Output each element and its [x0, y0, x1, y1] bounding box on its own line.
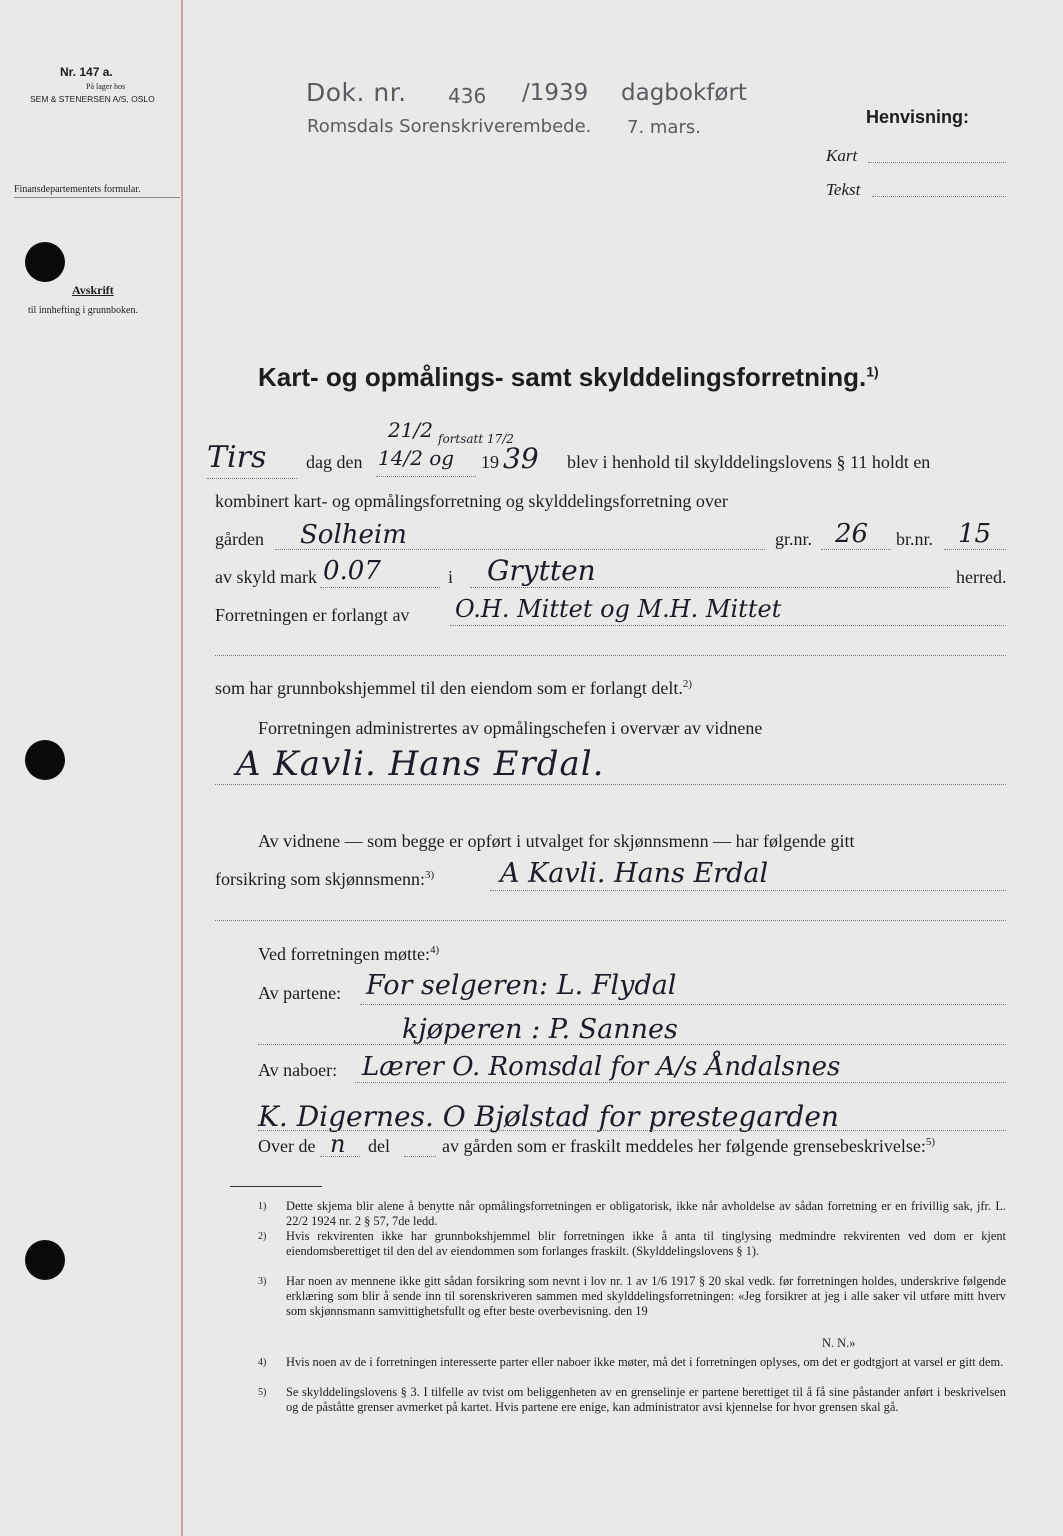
weekday-handwritten: Tirs: [207, 440, 267, 475]
date-correction-handwritten: 21/2: [388, 418, 433, 442]
date-fill-line: [376, 476, 476, 477]
title-text: Kart- og opmålings- samt skylddelingsforretning.: [258, 362, 867, 392]
herred-fill-line: [470, 587, 950, 588]
del-fill-line: [404, 1156, 436, 1157]
date-handwritten: 14/2 og: [378, 446, 455, 470]
farm-name-handwritten: Solheim: [300, 520, 407, 550]
tekst-fill-line[interactable]: [872, 196, 1006, 197]
skyld-handwritten: 0.07: [323, 556, 381, 586]
grnr-label: gr.nr.: [775, 529, 813, 549]
publisher-line1: På lager hos: [86, 82, 126, 91]
margin-divider: [14, 197, 180, 198]
mott-label: [258, 944, 439, 965]
title-footnote-ref: 1): [866, 363, 879, 380]
year-handwritten: 39: [503, 442, 539, 475]
requester-fill-line-2: [215, 655, 1006, 656]
brnr-handwritten: 15: [958, 519, 992, 549]
over-handwritten: n: [330, 1130, 346, 1158]
document-title: [258, 362, 879, 393]
line16-text: [442, 1136, 935, 1157]
dok-number: 436: [448, 84, 487, 108]
dag-den-label: dag den: [306, 452, 363, 472]
punch-hole: [25, 1240, 65, 1280]
forsikring-footnote-ref: 3): [425, 869, 435, 881]
publisher-line2: SEM & STENERSEN A/S, OSLO: [30, 94, 155, 104]
brnr-fill-line: [944, 549, 1006, 550]
line1-text: blev i henhold til skylddelingslovens § 11 holdt en: [567, 452, 931, 472]
weekday-fill-line: [207, 478, 297, 479]
footnote-4: Hvis noen av de i forretningen interesserte parter eller naboer ikke møter, må det i forretningen oplyses, om det er godtgjort at varsel er gitt dem.: [286, 1355, 1004, 1369]
year-prefix: 19: [481, 452, 499, 472]
herred-label: herred.: [956, 567, 1007, 587]
neighbours-handwritten: Lærer O. Romsdal for A/s Åndalsnes: [362, 1052, 841, 1082]
forsikring-label-text: forsikring som skjønnsmenn:: [215, 869, 425, 889]
footnote-5-number: 5): [258, 1387, 267, 1398]
skjonnsmenn-handwritten: A Kavli. Hans Erdal: [500, 858, 769, 889]
footnote-2: Hvis rekvirenten ikke har grunnbokshjemmel blir forretningen ikke å anta til tinglysing medmindre rekvirenten ved dom er kjent eiendomsberettiget til den del av eiendommen som forlanges fraskilt. (Skylddelingslovens § 1).: [286, 1229, 1006, 1258]
dagbokfort-label: dagbokført: [621, 80, 747, 106]
naboer-label: Av naboer:: [258, 1060, 338, 1080]
garden-label: gården: [215, 529, 264, 549]
witnesses-fill-line: [215, 784, 1006, 785]
avskrift-sub: til innhefting i grunnboken.: [28, 305, 138, 316]
witnesses-handwritten: A Kavli. Hans Erdal.: [236, 744, 605, 784]
line2-text: kombinert kart- og opmålingsforretning og skylddelingsforretning over: [215, 491, 728, 511]
line16-body: av gården som er fraskilt meddeles her følgende grensebeskrivelse:: [442, 1136, 926, 1156]
forlangt-label: Forretningen er forlangt av: [215, 605, 410, 625]
partene-label: Av partene:: [258, 983, 342, 1003]
grnr-handwritten: 26: [835, 519, 869, 549]
kart-label: Kart: [826, 146, 858, 165]
footnote-separator: [230, 1186, 322, 1187]
footnote-4-number: 4): [258, 1357, 267, 1368]
dok-label: Dok. nr.: [306, 78, 407, 107]
office-name: Romsdals Sorenskriverembede.: [307, 116, 592, 137]
neighbours-fill-line: [355, 1082, 1006, 1083]
margin-rule: [181, 0, 183, 1536]
kart-fill-line[interactable]: [868, 162, 1006, 163]
mott-label-text: Ved forretningen møtte:: [258, 944, 430, 964]
footnote-3-signature: N. N.»: [822, 1336, 856, 1350]
department-label: Finansdepartementets formular.: [14, 184, 141, 195]
footnote-3-number: 3): [258, 1276, 267, 1287]
footnote-2-number: 2): [258, 1231, 267, 1242]
date-continued-handwritten: fortsatt 17/2: [438, 432, 514, 446]
parties-fill-line: [360, 1004, 1006, 1005]
requester-fill-line: [450, 625, 1006, 626]
footnote-3: Har noen av mennene ikke gitt sådan forsikring som nevnt i lov nr. 1 av 1/6 1917 § 20 skal vedk. før forretningen holdes, underskrive følgende erklæring som blir å sende inn til sorenskriveren sammen med skylddelingsforretningen: «Jeg forsikrer at jeg i alle saker vil utføre mitt hverv som skjønnsmann samvittighetsfullt og efter beste overbevisning. den 19: [286, 1274, 1006, 1318]
dok-year: /1939: [522, 80, 589, 106]
parties-seller-handwritten: For selgeren: L. Flydal: [366, 970, 677, 1001]
line7-text: Forretningen administrertes av opmålingschefen i overvær av vidnene: [258, 718, 763, 738]
brnr-label: br.nr.: [896, 529, 934, 549]
line9-text: Av vidnene — som begge er opført i utvalget for skjønnsmenn — har følgende gitt: [258, 831, 855, 851]
line6-body: som har grunnbokshjemmel til den eiendom som er forlangt delt.: [215, 678, 683, 698]
i-label: i: [448, 567, 454, 587]
footnote-5: Se skylddelingslovens § 3. I tilfelle av tvist om beliggenheten av en grenselinje er partene berettiget til å få sine påstander anført i beskrivelsen og de påståtte grenser avmerket på kartet. Hvis partene ere enige, kan administrator avsi kjennelse for hvor grensen skal gå.: [286, 1385, 1006, 1414]
mott-footnote-ref: 4): [429, 944, 440, 956]
line16-footnote-ref: 5): [925, 1136, 935, 1148]
punch-hole: [25, 740, 65, 780]
footnote-1: Dette skjema blir alene å benytte når opmålingsforretningen er obligatorisk, ikke når avholdelse av sådan forretning er en frivillig sak, jfr. L. 22/2 1924 nr. 2 § 57, 7de ledd.: [286, 1199, 1006, 1228]
herred-handwritten: Grytten: [487, 554, 596, 587]
skjonnsmenn-fill-line-2: [215, 920, 1006, 921]
line6-footnote-ref: 2): [682, 678, 693, 690]
over-label: Over de: [258, 1136, 316, 1156]
punch-hole: [25, 242, 65, 282]
requester-handwritten: O.H. Mittet og M.H. Mittet: [455, 595, 782, 623]
line6-text: [215, 678, 692, 699]
stamp-date: 7. mars.: [627, 117, 701, 138]
farm-fill-line: [275, 549, 765, 550]
neighbours-fill-line-2: [258, 1130, 1006, 1131]
over-fill-line: [320, 1156, 360, 1157]
henvisning-title: Henvisning:: [866, 107, 970, 127]
form-number: Nr. 147 a.: [60, 65, 113, 79]
skjonnsmenn-fill-line: [490, 890, 1006, 891]
grnr-fill-line: [821, 549, 891, 550]
parties-fill-line-2: [258, 1044, 1006, 1045]
parties-buyer-handwritten: kjøperen : P. Sannes: [402, 1014, 678, 1045]
neighbours-handwritten-2: K. Digernes. O Bjølstad for prestegarden: [258, 1100, 839, 1133]
forsikring-label: [215, 869, 434, 890]
del-label: del: [368, 1136, 390, 1156]
avskrift-label: Avskrift: [72, 283, 114, 297]
skyld-label: av skyld mark: [215, 567, 317, 587]
tekst-label: Tekst: [826, 180, 861, 199]
footnote-1-number: 1): [258, 1201, 267, 1212]
skyld-fill-line: [320, 587, 440, 588]
